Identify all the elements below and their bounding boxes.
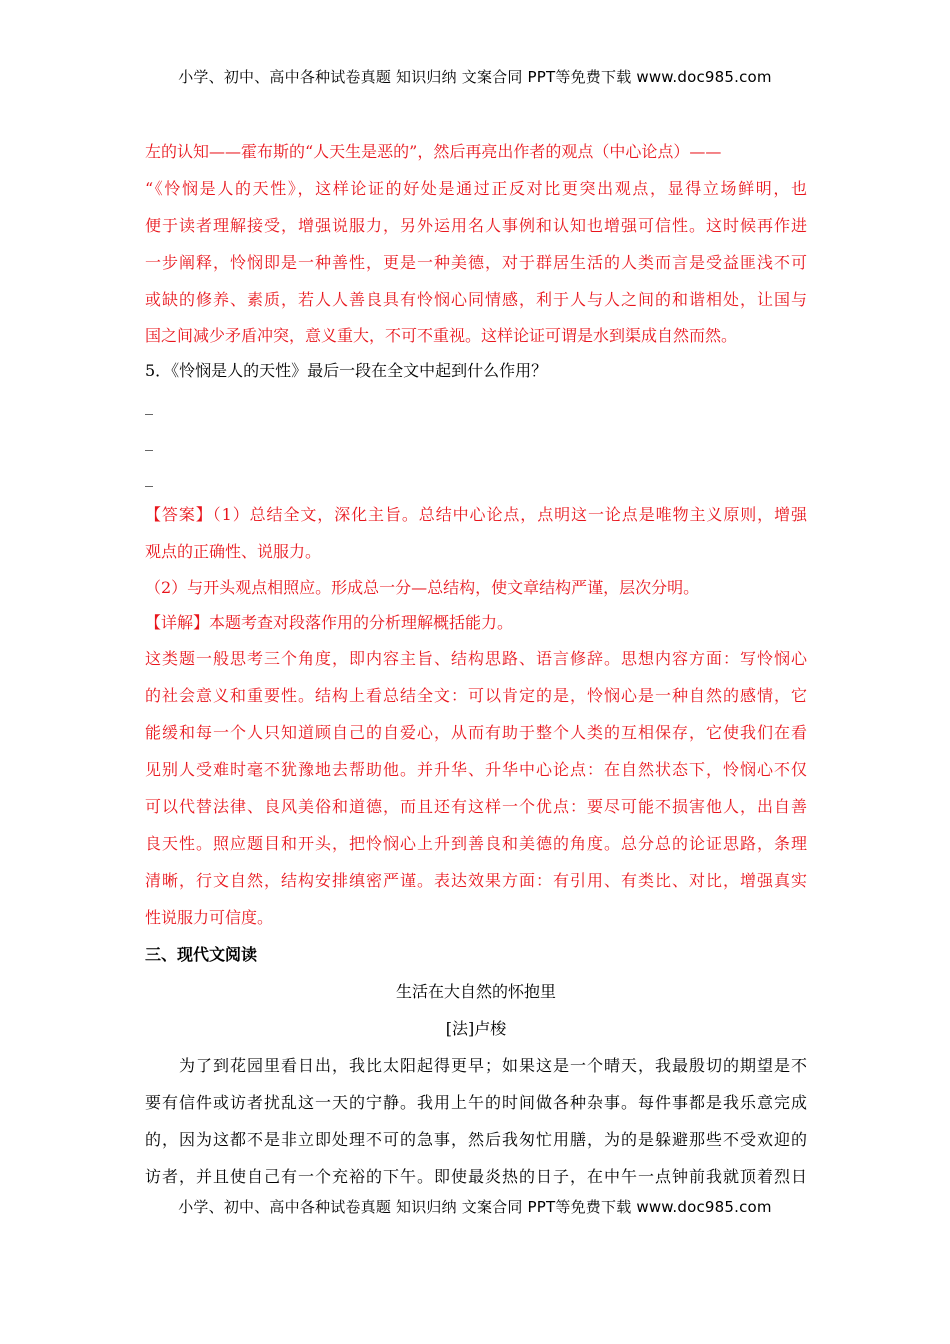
page-header: 小学、初中、高中各种试卷真题 知识归纳 文案合同 PPT等免费下载 www.doc985.com — [178, 68, 772, 86]
article-line: 的，因为这都不是非立即处理不可的急事，然后我匆忙用膳，为的是躲避那些不受欢迎的 — [145, 1130, 807, 1149]
page-footer: 小学、初中、高中各种试卷真题 知识归纳 文案合同 PPT等免费下载 www.doc985.com — [178, 1198, 772, 1216]
detail-line: 的社会意义和重要性。结构上看总结全文：可以肯定的是，怜悯心是一种自然的感情，它 — [145, 686, 807, 705]
article-author: [法]卢梭 — [445, 1019, 507, 1038]
section-title: 三、现代文阅读 — [145, 945, 258, 964]
answer-line: （2）与开头观点相照应。形成总一分—总结构，使文章结构严谨，层次分明。 — [145, 578, 700, 597]
analysis-line: 或缺的修养、素质，若人人善良具有怜悯心同情感，利于人与人之间的和谐相处，让国与 — [145, 290, 807, 309]
analysis-line: “《怜悯是人的天性》，这样论证的好处是通过正反对比更突出观点，显得立场鲜明，也 — [145, 179, 807, 198]
answer-blank: _ — [145, 468, 153, 487]
answer-line: 观点的正确性、说服力。 — [145, 542, 322, 561]
detail-line: 可以代替法律、良风美俗和道德，而且还有这样一个优点：要尽可能不损害他人，出自善 — [145, 797, 807, 816]
question-5: 5．《怜悯是人的天性》最后一段在全文中起到什么作用？ — [145, 361, 548, 380]
analysis-line: 便于读者理解接受，增强说服力，另外运用名人事例和认知也增强可信性。这时候再作进 — [145, 216, 807, 235]
detail-line: 见别人受难时毫不犹豫地去帮助他。并升华、升华中心论点：在自然状态下，怜悯心不仅 — [145, 760, 807, 779]
document-body — [145, 133, 807, 1195]
detail-line: 良天性。照应题目和开头，把怜悯心上升到善良和美德的角度。总分总的论证思路，条理 — [145, 834, 807, 853]
detail-line: 能缓和每一个人只知道顾自己的自爱心，从而有助于整个人类的互相保存，它使我们在看 — [145, 723, 807, 742]
article-line: 要有信件或访者扰乱这一天的宁静。我用上午的时间做各种杂事。每件事都是我乐意完成 — [145, 1093, 807, 1112]
analysis-line: 一步阐释，怜悯即是一种善性，更是一种美德，对于群居生活的人类而言是受益匪浅不可 — [145, 253, 807, 272]
article-line: 访者，并且使自己有一个充裕的下午。即使最炎热的日子，在中午一点钟前我就顶着烈日 — [145, 1167, 807, 1186]
answer-blank: _ — [145, 396, 153, 415]
analysis-line: 左的认知——霍布斯的“人天生是恶的”，然后再亮出作者的观点（中心论点）—— — [145, 142, 722, 161]
answer-blank: _ — [145, 432, 153, 451]
detail-line: 清晰，行文自然，结构安排缜密严谨。表达效果方面：有引用、有类比、对比，增强真实 — [145, 871, 807, 890]
answer-line: 【答案】（1）总结全文，深化主旨。总结中心论点，点明这一论点是唯物主义原则，增强 — [145, 505, 807, 524]
analysis-line: 国之间减少矛盾冲突，意义重大，不可不重视。这样论证可谓是水到渠成自然而然。 — [145, 326, 738, 345]
detail-line: 性说服力可信度。 — [145, 908, 274, 927]
article-line: 为了到花园里看日出，我比太阳起得更早；如果这是一个晴天，我最殷切的期望是不 — [179, 1056, 807, 1075]
detail-line: 这类题一般思考三个角度，即内容主旨、结构思路、语言修辞。思想内容方面：写怜悯心 — [145, 649, 807, 668]
article-title: 生活在大自然的怀抱里 — [395, 982, 556, 1001]
detail-label: 【详解】本题考查对段落作用的分析理解概括能力。 — [145, 613, 514, 632]
